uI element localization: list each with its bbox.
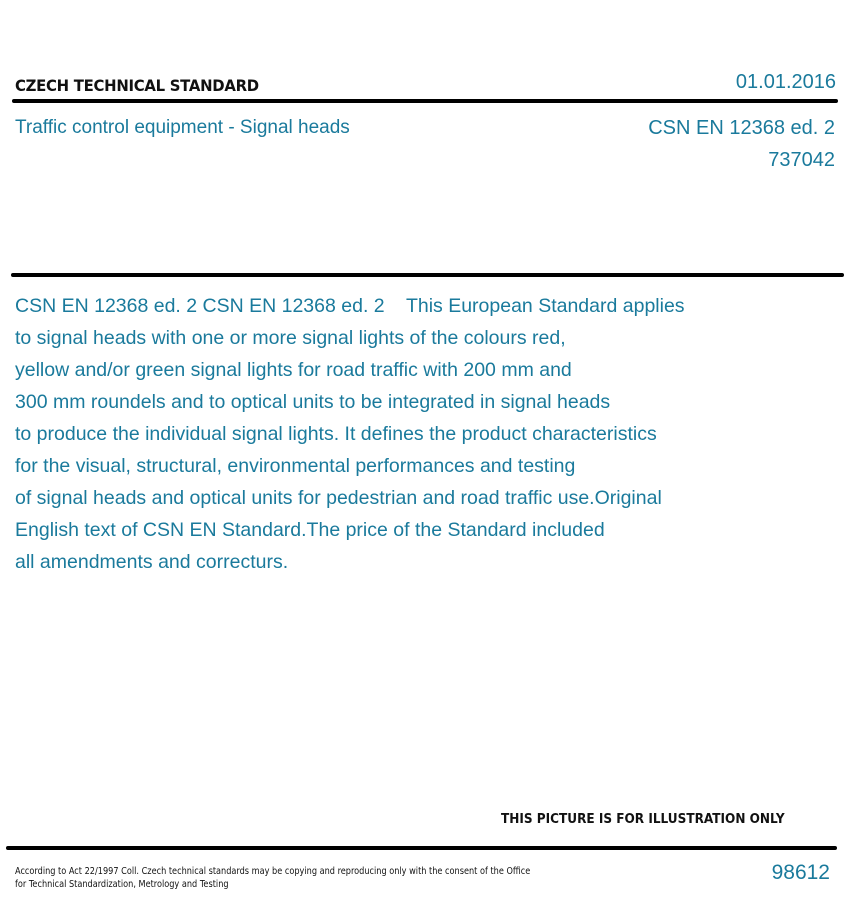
legal-notice <box>15 865 530 891</box>
standard-title: Traffic control equipment - Signal heads <box>15 117 350 138</box>
description-line: to signal heads with one or more signal lights of the colours red, <box>15 327 566 349</box>
document-number: 98612 <box>771 861 830 884</box>
description-line: yellow and/or green signal lights for road traffic with 200 mm and <box>15 359 572 381</box>
description-line: of signal heads and optical units for pedestrian and road traffic use.Original <box>15 487 662 509</box>
standard-code: CSN EN 12368 ed. 2 <box>648 117 835 139</box>
description-line: for the visual, structural, environmental performances and testing <box>15 455 576 477</box>
footer-divider <box>6 846 837 850</box>
legal-line: for Technical Standardization, Metrology and Testing <box>15 879 229 890</box>
description-line: all amendments and correcturs. <box>15 551 289 573</box>
header-divider <box>12 99 838 103</box>
document-heading: CZECH TECHNICAL STANDARD <box>15 76 259 95</box>
catalog-number: 737042 <box>768 149 835 171</box>
description-line: to produce the individual signal lights. It defines the product characteristics <box>15 423 657 445</box>
section-divider <box>11 273 844 277</box>
description-line: English text of CSN EN Standard.The price of the Standard included <box>15 519 605 541</box>
standard-description <box>15 290 815 578</box>
legal-line: According to Act 22/1997 Coll. Czech technical standards may be copying and reproducing only with the consent of the Office <box>15 866 531 877</box>
issue-date: 01.01.2016 <box>735 71 836 93</box>
description-line: CSN EN 12368 ed. 2 CSN EN 12368 ed. 2 This European Standard applies <box>15 295 685 317</box>
illustration-note: THIS PICTURE IS FOR ILLUSTRATION ONLY <box>501 812 785 827</box>
description-line: 300 mm roundels and to optical units to be integrated in signal heads <box>15 391 611 413</box>
